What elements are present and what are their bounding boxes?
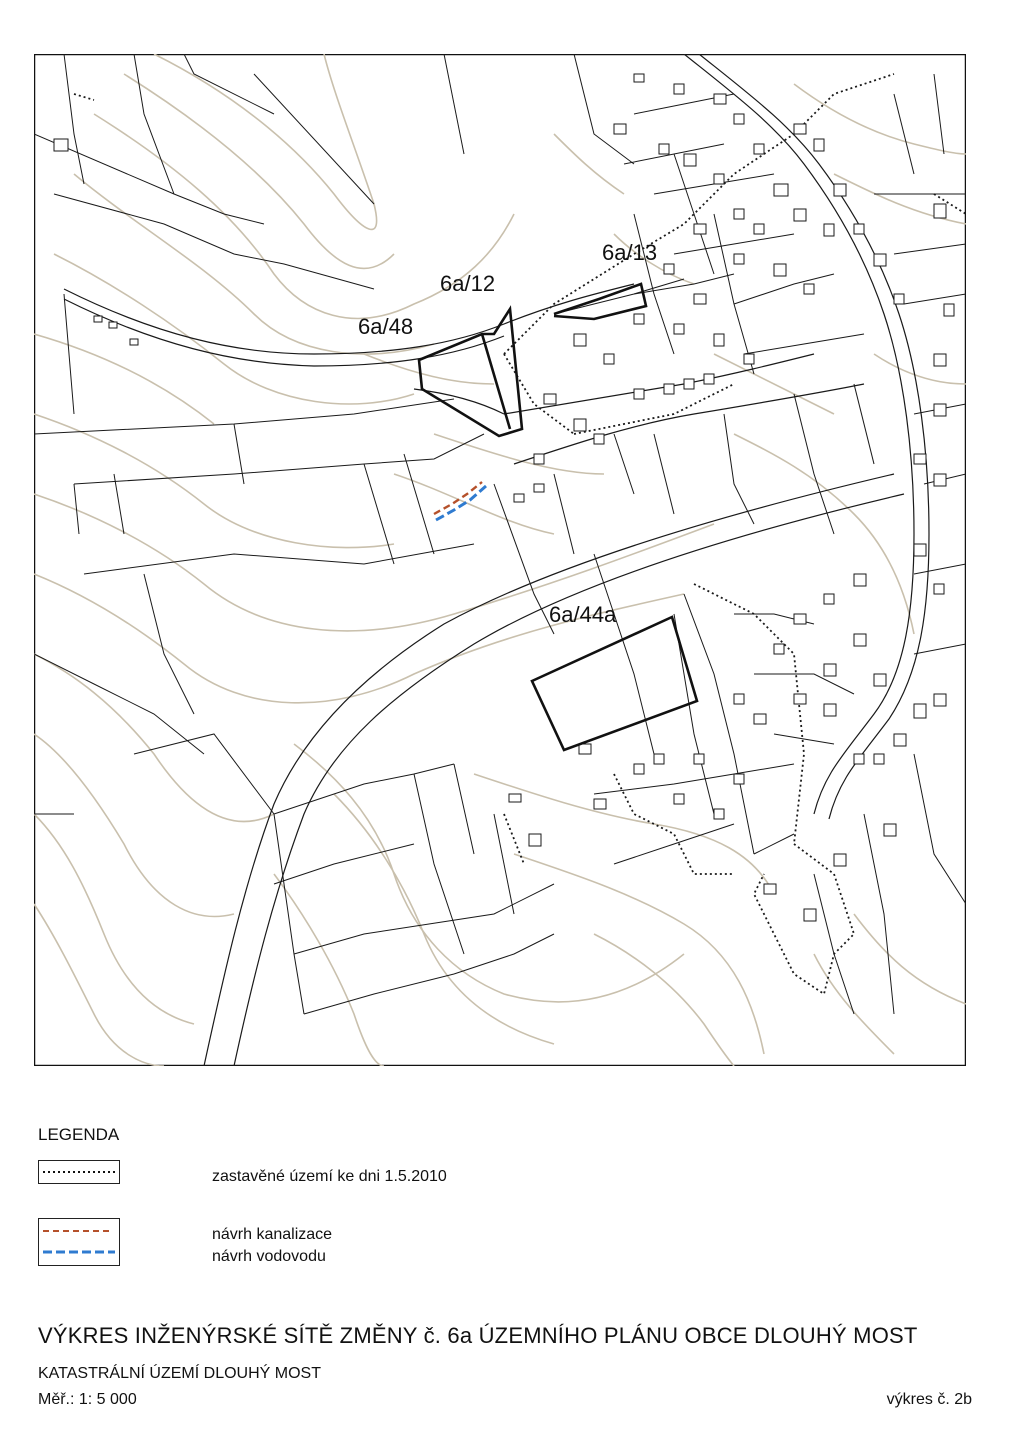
plot-label-6a-48: 6a/48: [358, 314, 414, 339]
drawing-number: výkres č. 2b: [886, 1391, 972, 1408]
legend-label-sewer: návrh kanalizace: [212, 1226, 333, 1243]
legend-label-built-up-area: zastavěné území ke dni 1.5.2010: [212, 1168, 447, 1185]
legend-label-water: návrh vodovodu: [212, 1248, 326, 1265]
map-scale: Měř.: 1: 5 000: [38, 1391, 137, 1408]
legend-symbol-utilities: [38, 1218, 120, 1266]
plot-label-6a-13: 6a/13: [602, 240, 658, 265]
plot-label-6a-12: 6a/12: [440, 271, 496, 296]
utility-lines-icon: [39, 1219, 119, 1265]
plot-label-6a-44a: 6a/44a: [549, 602, 617, 627]
cadastral-area: KATASTRÁLNÍ ÚZEMÍ DLOUHÝ MOST: [38, 1365, 321, 1382]
dotted-border-icon: [39, 1161, 119, 1183]
legend-title: LEGENDA: [38, 1125, 120, 1144]
legend-symbol-built-up-area: [38, 1160, 120, 1184]
map-canvas: [34, 54, 966, 1066]
cadastral-map[interactable]: [34, 54, 966, 1066]
map-border: [35, 55, 966, 1066]
drawing-title: VÝKRES INŽENÝRSKÉ SÍTĚ ZMĚNY č. 6a ÚZEMNÍHO PLÁNU OBCE DLOUHÝ MOST: [38, 1323, 918, 1348]
